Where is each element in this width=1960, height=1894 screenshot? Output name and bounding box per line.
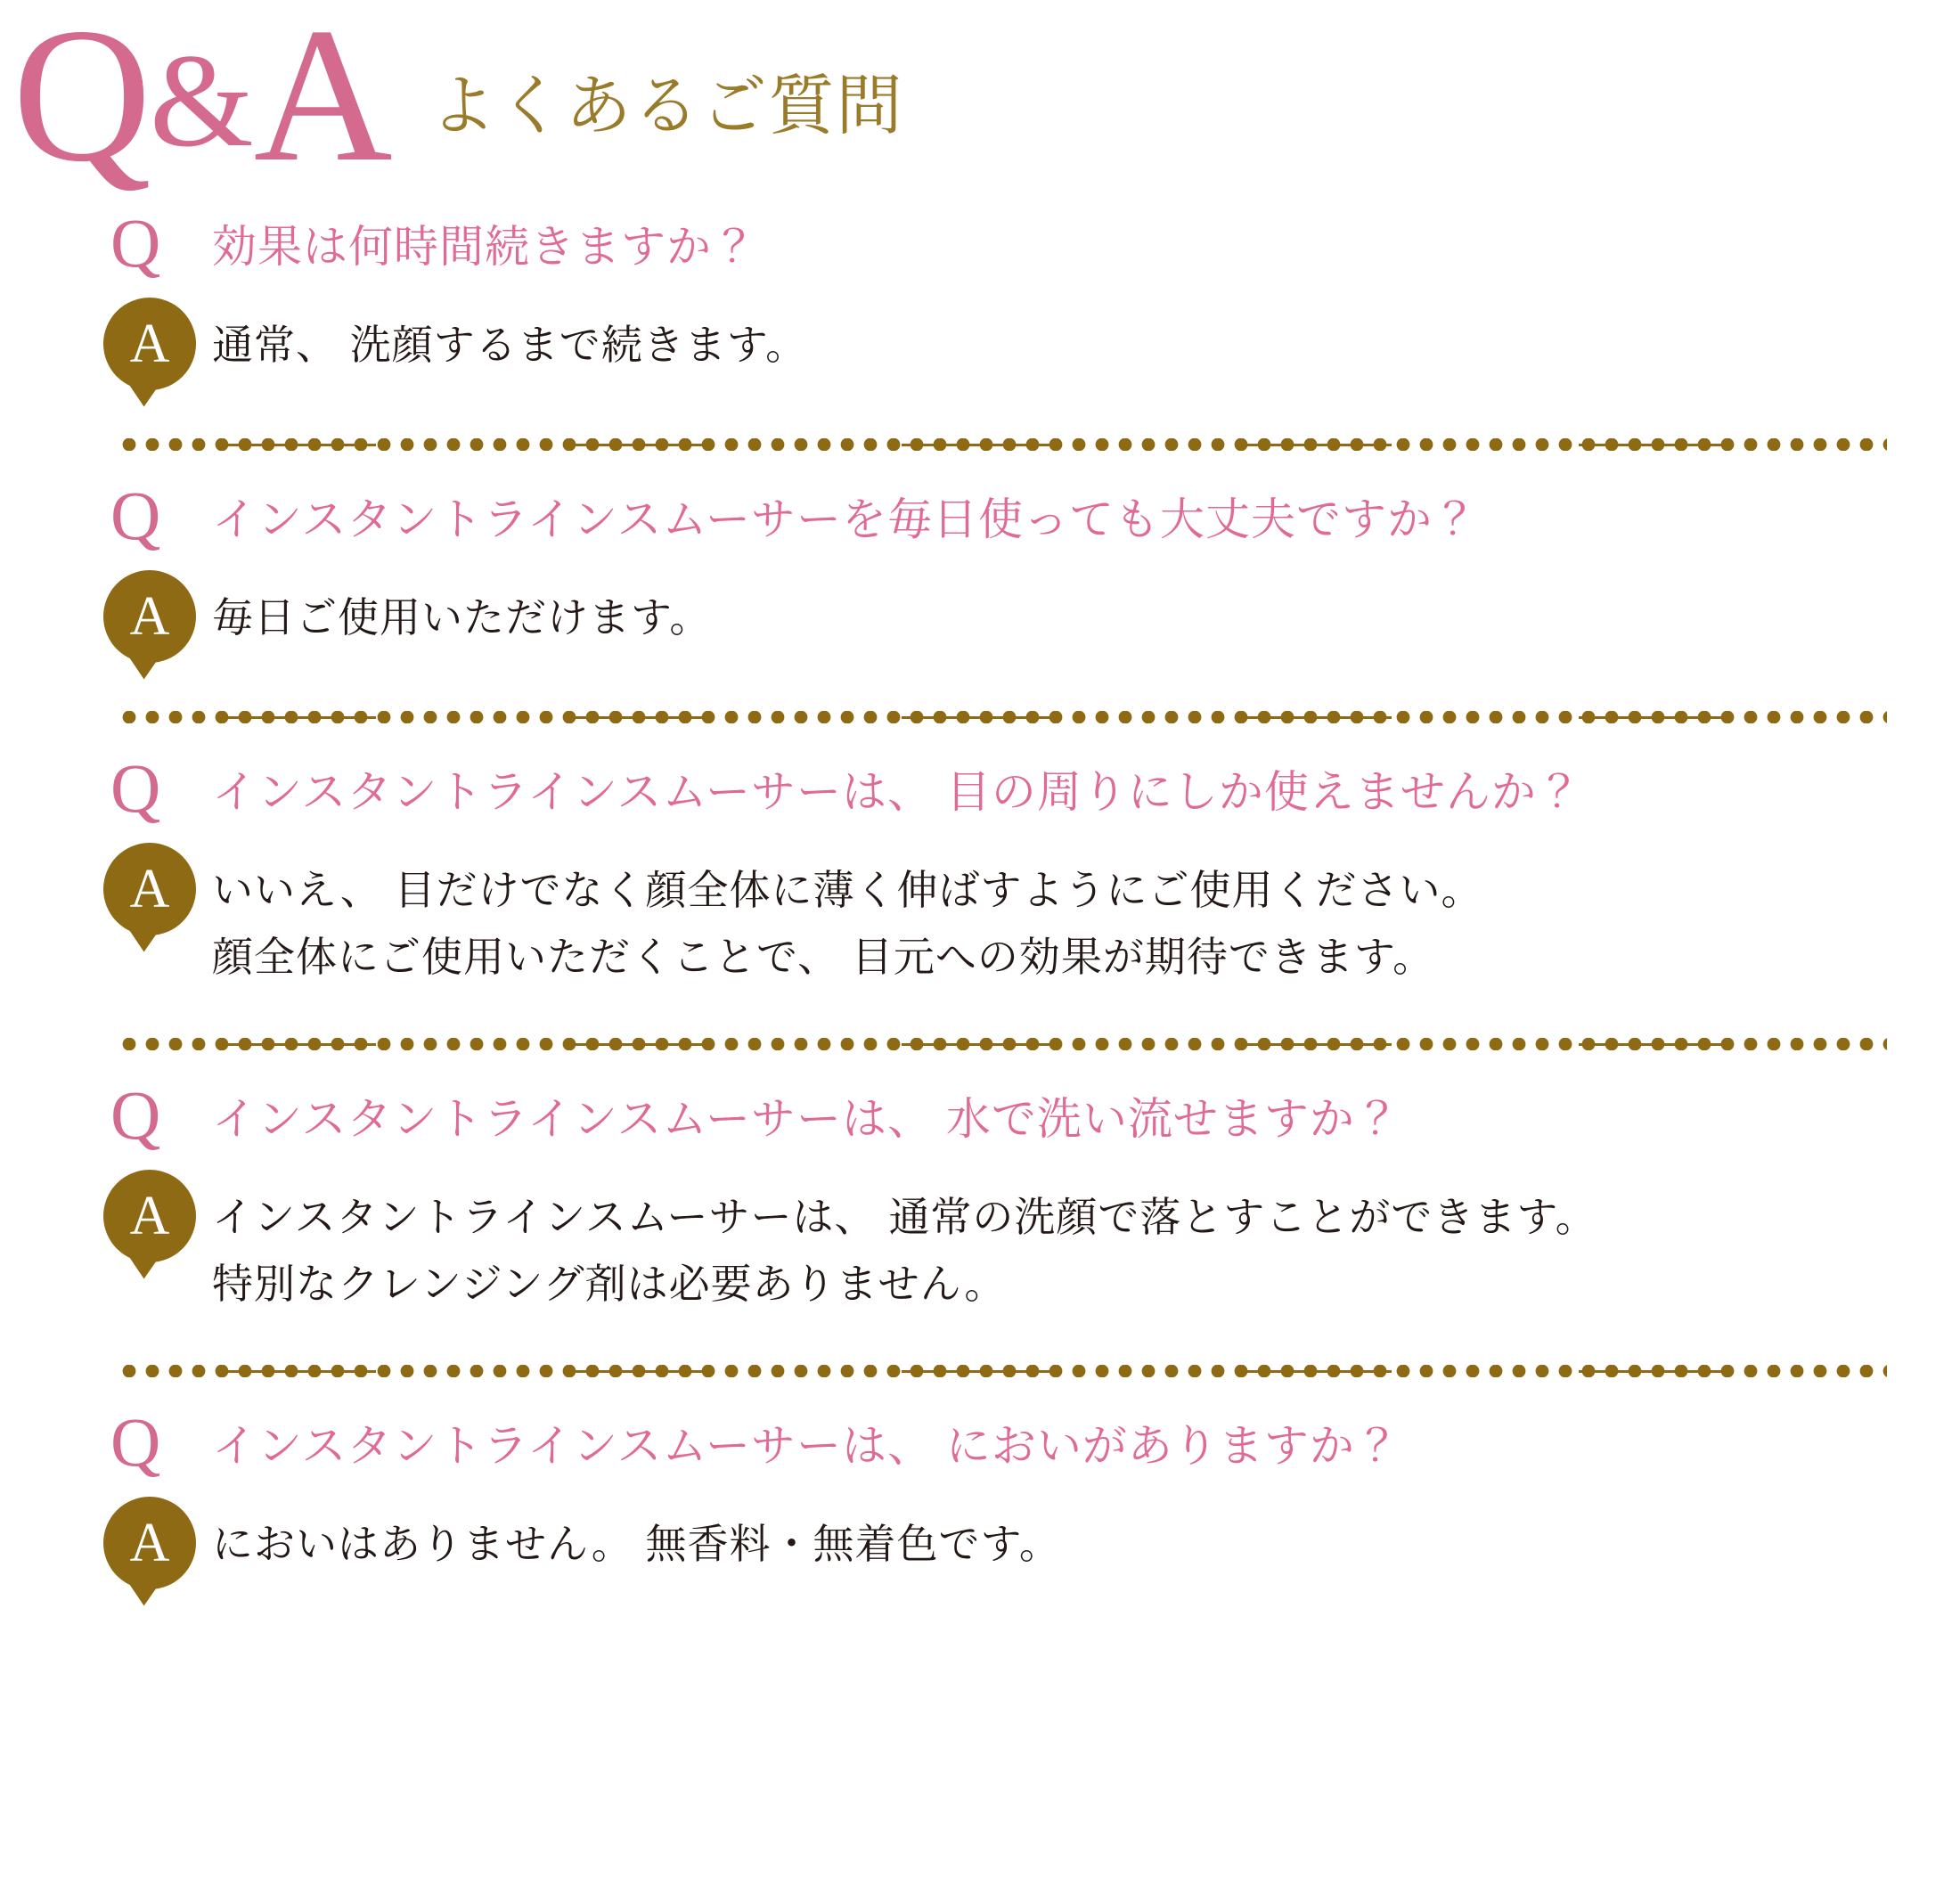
question-mark-icon: Q [110,749,161,827]
answer-line: インスタントラインスムーサーは、 通常の洗顔で落とすことができます。 [212,1194,1597,1241]
question-mark-icon: Q [110,1403,161,1482]
question-mark-icon: Q [110,477,161,554]
question-text: インスタントラインスムーサーは、 目の周りにしか使えませんか？ [212,767,1582,817]
list-item [98,1050,1907,1317]
question-row [98,1076,1907,1155]
question-text: インスタントラインスムーサーを毎日使っても大丈夫ですか？ [212,494,1478,544]
question-row [98,749,1907,827]
page-title-logo [12,0,391,202]
answer-badge-wrapper [98,843,212,935]
answer-text [212,298,807,379]
divider [118,1365,1887,1377]
question-row [98,477,1907,554]
answer-badge-wrapper [98,1497,212,1589]
answer-mark-icon: A [103,843,196,935]
question-text: インスタントラインスムーサーは、 においがありますか？ [212,1421,1401,1472]
answer-mark-icon: A [103,1170,196,1262]
divider [118,711,1887,723]
answer-line: 顔全体にご使用いただくことで、 目元への効果が期待できます。 [212,933,1435,980]
divider [118,438,1887,451]
list-item [98,451,1907,663]
answer-badge-wrapper [98,570,212,663]
list-item [98,1377,1907,1589]
answer-row [98,570,1907,663]
answer-mark-icon: A [103,298,196,390]
answer-text [212,570,711,651]
answer-line: 毎日ご使用いただけます。 [212,594,712,641]
answer-line: 特別なクレンジング剤は必要ありません。 [212,1260,1007,1307]
answer-mark-icon: A [103,1497,196,1589]
answer-text [212,1170,1597,1317]
faq-list [0,178,1960,1589]
answer-row [98,1497,1907,1589]
question-mark-icon: Q [110,1076,161,1155]
answer-text [212,1497,1061,1578]
answer-text [212,843,1483,990]
list-item [98,723,1907,990]
answer-line: いいえ、 目だけでなく顔全体に薄く伸ばすようにご使用ください。 [212,867,1483,913]
answer-row [98,298,1907,390]
answer-badge-wrapper [98,1170,212,1262]
question-row [98,204,1907,282]
answer-badge-wrapper [98,298,212,390]
question-text: インスタントラインスムーサーは、 水で洗い流せますか？ [212,1094,1401,1145]
answer-row [98,1170,1907,1317]
answer-row [98,843,1907,990]
page-subtitle: よくあるご質問 [429,69,904,143]
question-row [98,1403,1907,1482]
logo-letter-q: Q [12,0,150,202]
list-item [98,178,1907,390]
answer-mark-icon: A [103,570,196,663]
answer-line: 通常、 洗顔するまで続きます。 [212,322,808,368]
question-text: 効果は何時間続きますか？ [212,222,757,272]
question-mark-icon: Q [110,204,161,282]
logo-ampersand: & [150,27,254,176]
logo-letter-a: A [253,0,391,202]
answer-line: においはありません。 無香料・無着色です。 [212,1521,1061,1568]
divider [118,1038,1887,1050]
page-header [0,0,1960,202]
